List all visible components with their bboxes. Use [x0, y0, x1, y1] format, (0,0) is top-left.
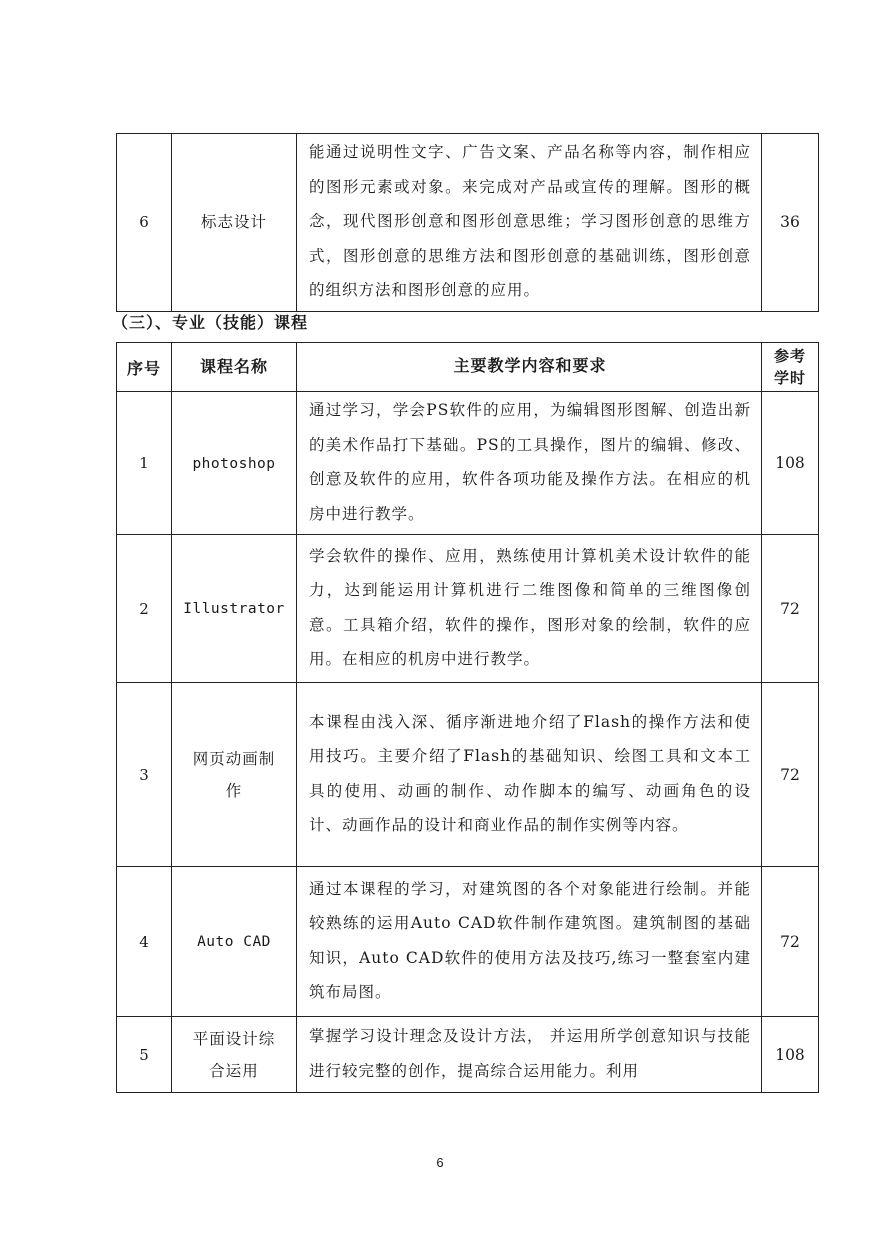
table-row — [117, 392, 819, 535]
course-content: 能通过说明性文字、广告文案、产品名称等内容，制作相应的图形元素或对象。来完成对产品或宣传的理解。图形的概念，现代图形创意和图形创意思维；学习图形创意的思维方式，图形创意的思维方法和图形创意的基础训练，图形创意的组织方法和图形创意的应用。 — [297, 134, 762, 312]
header-hours-line1: 参考 — [773, 347, 806, 365]
header-content: 主要教学内容和要求 — [297, 343, 762, 392]
table-row — [117, 867, 819, 1017]
page-number: 6 — [436, 1155, 444, 1170]
header-hours-line2: 学时 — [773, 369, 806, 387]
course-name: 标志设计 — [172, 134, 297, 312]
header-hours — [762, 343, 819, 392]
row-number: 3 — [117, 683, 172, 867]
course-name-text: Illustrator — [183, 601, 285, 617]
course-name — [172, 867, 297, 1017]
table-row — [117, 683, 819, 867]
row-number: 5 — [117, 1017, 172, 1093]
course-name — [172, 535, 297, 683]
header-course-name: 课程名称 — [172, 343, 297, 392]
course-hours: 108 — [762, 392, 819, 535]
top-course-table — [116, 133, 819, 312]
course-name-text: photoshop — [192, 455, 276, 472]
header-number: 序号 — [117, 343, 172, 392]
course-content: 通过本课程的学习，对建筑图的各个对象能进行绘制。并能较熟练的运用Auto CAD软件制作建筑图。建筑制图的基础知识，Auto CAD软件的使用方法及技巧,练习一整套室内建筑布局图。 — [297, 867, 762, 1017]
row-number: 4 — [117, 867, 172, 1017]
course-hours: 72 — [762, 683, 819, 867]
course-hours: 72 — [762, 535, 819, 683]
table-row — [117, 1017, 819, 1093]
row-number: 1 — [117, 392, 172, 535]
course-content: 本课程由浅入深、循序渐进地介绍了Flash的操作方法和使用技巧。主要介绍了Flash的基础知识、绘图工具和文本工具的使用、动画的制作、动作脚本的编写、动画角色的设计、动画作品的设计和商业作品的制作实例等内容。 — [297, 683, 762, 867]
row-number: 6 — [117, 134, 172, 312]
section-heading: （三）、专业（技能）课程 — [112, 313, 309, 332]
course-hours: 36 — [762, 134, 819, 312]
table-header-row — [117, 343, 819, 392]
course-content: 学会软件的操作、应用，熟练使用计算机美术设计软件的能力，达到能运用计算机进行二维图像和简单的三维图像创意。工具箱介绍，软件的操作，图形对象的绘制，软件的应用。在相应的机房中进行教学。 — [297, 535, 762, 683]
professional-course-table — [116, 342, 819, 1093]
course-name: 网页动画制作 — [172, 683, 297, 867]
course-name: 平面设计综合运用 — [172, 1017, 297, 1093]
course-content: 掌握学习设计理念及设计方法， 并运用所学创意知识与技能进行较完整的创作，提高综合运用能力。利用 — [297, 1017, 762, 1093]
course-content: 通过学习，学会PS软件的应用，为编辑图形图解、创造出新的美术作品打下基础。PS的工具操作，图片的编辑、修改、创意及软件的应用，软件各项功能及操作方法。在相应的机房中进行教学。 — [297, 392, 762, 535]
table-row — [117, 535, 819, 683]
course-hours: 72 — [762, 867, 819, 1017]
course-name-text: Auto CAD — [197, 934, 271, 950]
row-number: 2 — [117, 535, 172, 683]
course-name — [172, 392, 297, 535]
course-hours: 108 — [762, 1017, 819, 1093]
table-row — [117, 134, 819, 312]
